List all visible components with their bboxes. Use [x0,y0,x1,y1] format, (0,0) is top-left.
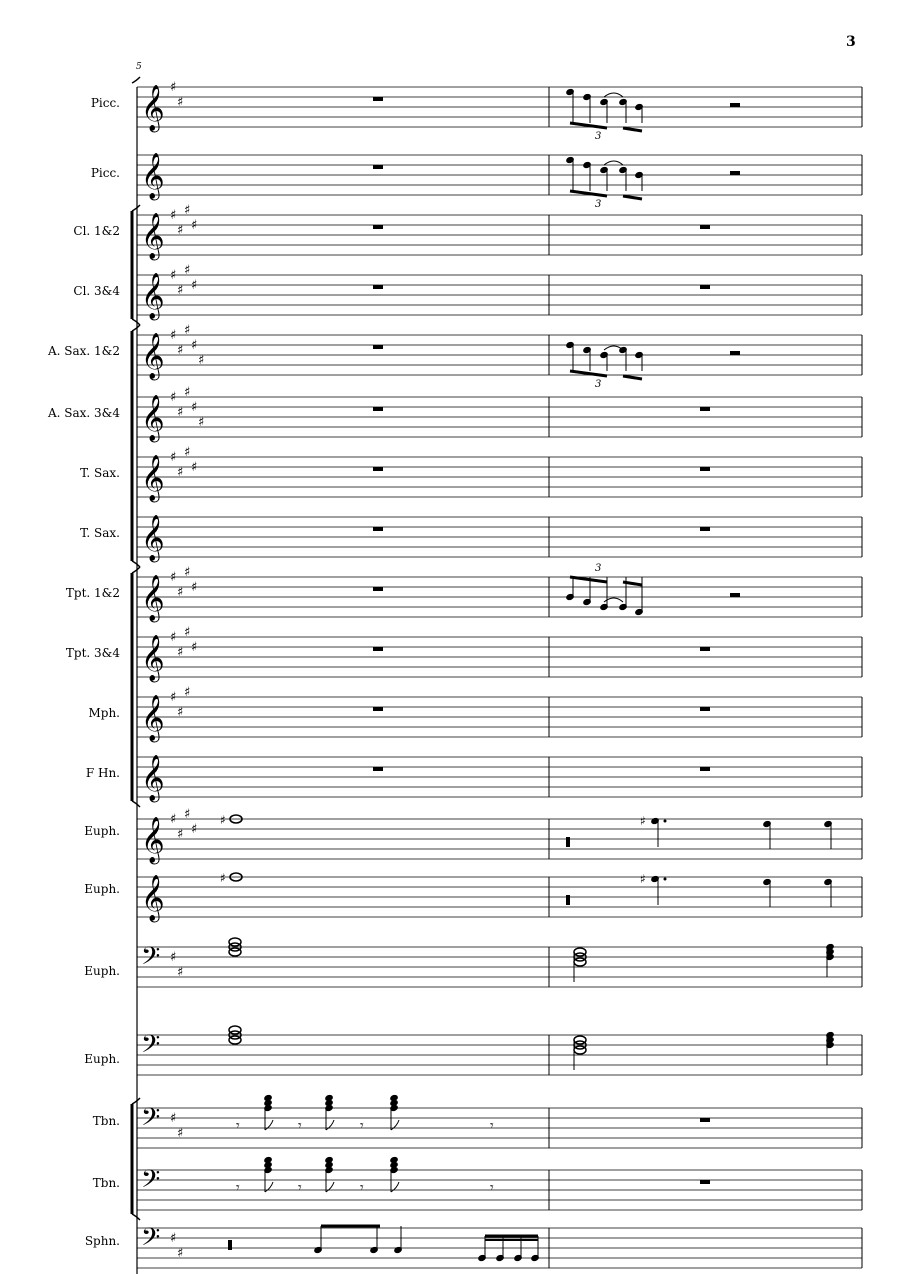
instrument-label: Picc. [90,96,120,110]
bass-clef: 𝄢 [141,1223,161,1258]
whole-rest [373,345,383,349]
key-sharp: ♯ [170,690,177,705]
key-sharp: ♯ [170,328,177,343]
bass-clef: 𝄢 [141,1165,161,1200]
quarter-rest [228,1240,232,1250]
treble-clef: 𝄞 [141,455,165,501]
group-bracket [132,205,140,211]
key-sharp: ♯ [177,465,184,480]
whole-rest [373,647,383,651]
quarter-rest [566,837,570,847]
whole-rest [373,225,383,229]
treble-clef: 𝄞 [141,85,165,131]
bass-clef: 𝄢 [141,1030,161,1065]
eighth-rest: 𝄾 [236,1180,240,1196]
key-sharp: ♯ [170,1111,177,1126]
group-bracket [132,1214,140,1220]
key-sharp: ♯ [177,405,184,420]
note-beam [623,196,642,199]
treble-clef: 𝄞 [141,875,165,921]
note-flag [326,1182,334,1192]
key-sharp: ♯ [177,343,184,358]
sharp-accidental: ♯ [220,813,226,827]
tie [604,161,623,165]
key-sharp: ♯ [177,283,184,298]
key-sharp: ♯ [170,208,177,223]
instrument-label: Cl. 3&4 [73,284,120,298]
treble-clef: 𝄞 [141,515,165,561]
key-sharp: ♯ [170,630,177,645]
half-rest [730,171,740,175]
treble-clef: 𝄞 [141,635,165,681]
whole-rest [700,407,710,411]
key-sharp: ♯ [177,95,184,110]
key-sharp: ♯ [170,450,177,465]
dot [664,878,667,881]
bass-clef: 𝄢 [141,942,161,977]
instrument-label: Picc. [90,166,120,180]
instrument-label: F Hn. [85,766,120,780]
chord-note [229,948,241,956]
key-sharp: ♯ [170,812,177,827]
group-bracket [132,325,140,331]
instrument-label: Euph. [84,964,120,978]
whole-rest [373,165,383,169]
page-number: 3 [846,34,856,50]
note-flag [265,1120,273,1130]
treble-clef: 𝄞 [141,153,165,199]
key-sharp: ♯ [177,585,184,600]
note-beam [623,128,642,131]
sharp-accidental: ♯ [640,814,646,828]
whole-rest [700,225,710,229]
treble-clef: 𝄞 [141,695,165,741]
key-sharp: ♯ [170,80,177,95]
key-sharp: ♯ [170,570,177,585]
group-bracket [132,801,140,807]
treble-clef: 𝄞 [141,333,165,379]
note-flag [265,1182,273,1192]
half-rest [730,103,740,107]
sharp-accidental: ♯ [640,872,646,886]
whole-rest [700,1118,710,1122]
treble-clef: 𝄞 [141,817,165,863]
key-sharp: ♯ [184,807,191,822]
key-sharp: ♯ [177,827,184,842]
measure-number: 5 [136,62,142,72]
group-bracket [132,77,140,83]
chord-note [574,958,586,966]
key-sharp: ♯ [184,685,191,700]
key-sharp: ♯ [184,323,191,338]
half-rest [730,593,740,597]
instrument-label: T. Sax. [80,466,120,480]
eighth-rest: 𝄾 [298,1180,302,1196]
key-sharp: ♯ [177,965,184,980]
whole-rest [373,285,383,289]
instrument-label: A. Sax. 3&4 [47,406,120,420]
group-bracket [132,319,140,325]
whole-rest [700,1180,710,1184]
key-sharp: ♯ [177,223,184,238]
key-sharp: ♯ [191,460,198,475]
chord-note [574,1046,586,1054]
instrument-label: T. Sax. [80,526,120,540]
key-sharp: ♯ [191,580,198,595]
whole-rest [700,285,710,289]
key-sharp: ♯ [191,218,198,233]
eighth-rest: 𝄾 [298,1118,302,1134]
key-sharp: ♯ [191,640,198,655]
eighth-rest: 𝄾 [236,1118,240,1134]
whole-rest [700,707,710,711]
whole-rest [700,467,710,471]
key-sharp: ♯ [191,278,198,293]
instrument-label: Tbn. [92,1114,120,1128]
key-sharp: ♯ [177,1246,184,1261]
tuplet-number: 3 [595,199,602,210]
treble-clef: 𝄞 [141,755,165,801]
note-beam [623,376,642,379]
instrument-label: Euph. [84,882,120,896]
key-sharp: ♯ [184,445,191,460]
key-sharp: ♯ [170,390,177,405]
bass-clef: 𝄢 [141,1103,161,1138]
key-sharp: ♯ [177,645,184,660]
group-bracket [132,561,140,567]
key-sharp: ♯ [184,565,191,580]
instrument-label: Cl. 1&2 [73,224,120,238]
whole-rest [373,407,383,411]
key-sharp: ♯ [184,385,191,400]
key-sharp: ♯ [198,415,205,430]
instrument-label: Euph. [84,824,120,838]
treble-clef: 𝄞 [141,273,165,319]
tuplet-number: 3 [595,131,602,142]
tuplet-number: 3 [595,563,602,574]
whole-rest [373,97,383,101]
tie [604,93,623,97]
key-sharp: ♯ [191,400,198,415]
instrument-label: Mph. [88,706,120,720]
whole-rest [373,587,383,591]
dot [664,820,667,823]
key-sharp: ♯ [184,625,191,640]
treble-clef: 𝄞 [141,213,165,259]
key-sharp: ♯ [184,263,191,278]
note-flag [391,1120,399,1130]
instrument-label: Sphn. [84,1234,120,1248]
whole-rest [373,527,383,531]
key-sharp: ♯ [198,353,205,368]
key-sharp: ♯ [191,822,198,837]
whole-rest [373,767,383,771]
instrument-label: Tpt. 3&4 [65,646,120,660]
tuplet-number: 3 [595,379,602,390]
instrument-label: Tbn. [92,1176,120,1190]
treble-clef: 𝄞 [141,395,165,441]
group-bracket [132,567,140,573]
instrument-label: Euph. [84,1052,120,1066]
group-bracket [132,1098,140,1104]
whole-rest [700,767,710,771]
eighth-rest: 𝄾 [360,1180,364,1196]
chord-note [229,1036,241,1044]
key-sharp: ♯ [177,705,184,720]
sharp-accidental: ♯ [220,871,226,885]
key-sharp: ♯ [170,268,177,283]
whole-rest [700,647,710,651]
whole-rest [373,707,383,711]
whole-rest [700,527,710,531]
key-sharp: ♯ [170,950,177,965]
eighth-rest: 𝄾 [490,1118,494,1134]
key-sharp: ♯ [184,203,191,218]
note-flag [391,1182,399,1192]
note-flag [326,1120,334,1130]
eighth-rest: 𝄾 [360,1118,364,1134]
instrument-label: A. Sax. 1&2 [47,344,120,358]
instrument-label: Tpt. 1&2 [65,586,120,600]
treble-clef: 𝄞 [141,575,165,621]
quarter-rest [566,895,570,905]
key-sharp: ♯ [191,338,198,353]
eighth-rest: 𝄾 [490,1180,494,1196]
note-beam [570,577,607,582]
half-rest [730,351,740,355]
key-sharp: ♯ [170,1231,177,1246]
key-sharp: ♯ [177,1126,184,1141]
whole-rest [373,467,383,471]
